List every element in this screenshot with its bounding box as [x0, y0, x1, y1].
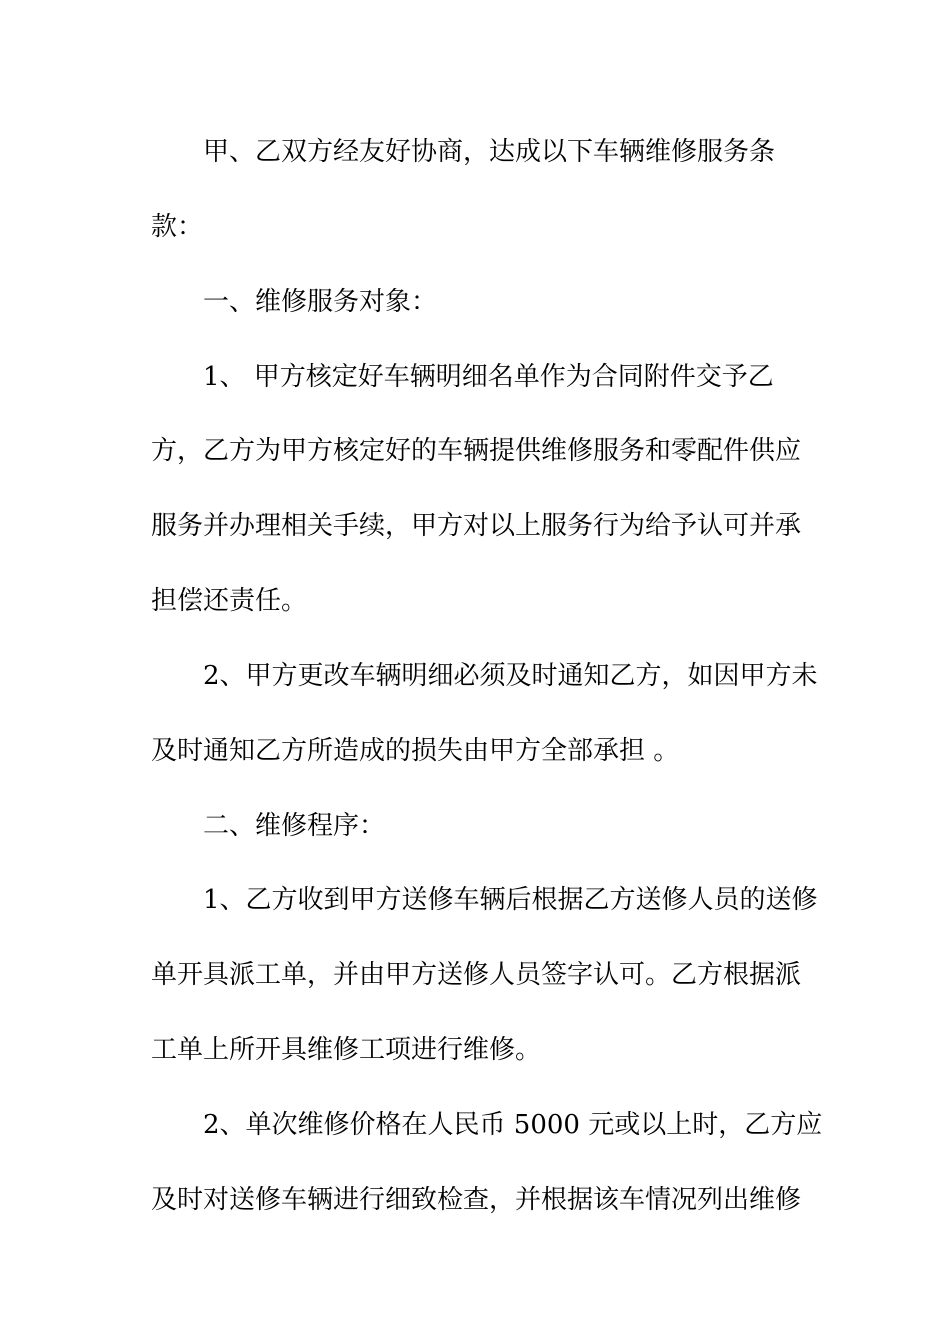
clause-2-2-line-1: 2、单次维修价格在人民币 5000 元或以上时，乙方应	[203, 1110, 823, 1140]
clause-1-1-line-2: 方，乙方为甲方核定好的车辆提供维修服务和零配件供应	[151, 436, 802, 466]
clause-2-1-line-3: 工单上所开具维修工项进行维修。	[151, 1035, 542, 1065]
paragraph-intro-line-2: 款：	[151, 212, 204, 242]
clause-1-2-line-1: 2、甲方更改车辆明细必须及时通知乙方，如因甲方未	[203, 661, 818, 691]
clause-1-1-line-1: 1、 甲方核定好车辆明细名单作为合同附件交予乙	[203, 362, 774, 392]
section-heading-1: 一、维修服务对象：	[203, 287, 438, 317]
paragraph-intro-line-1: 甲、乙双方经友好协商，达成以下车辆维修服务条	[203, 137, 776, 167]
clause-1-1-line-3: 服务并办理相关手续，甲方对以上服务行为给予认可并承	[151, 511, 802, 541]
clause-1-2-line-2: 及时通知乙方所造成的损失由甲方全部承担 。	[151, 736, 680, 766]
section-heading-2: 二、维修程序：	[203, 811, 386, 841]
clause-2-1-line-2: 单开具派工单，并由甲方送修人员签字认可。乙方根据派	[151, 960, 802, 990]
clause-1-1-line-4: 担偿还责任。	[151, 586, 308, 616]
clause-2-1-line-1: 1、乙方收到甲方送修车辆后根据乙方送修人员的送修	[203, 885, 818, 915]
clause-2-2-line-2: 及时对送修车辆进行细致检查，并根据该车情况列出维修	[151, 1185, 802, 1215]
